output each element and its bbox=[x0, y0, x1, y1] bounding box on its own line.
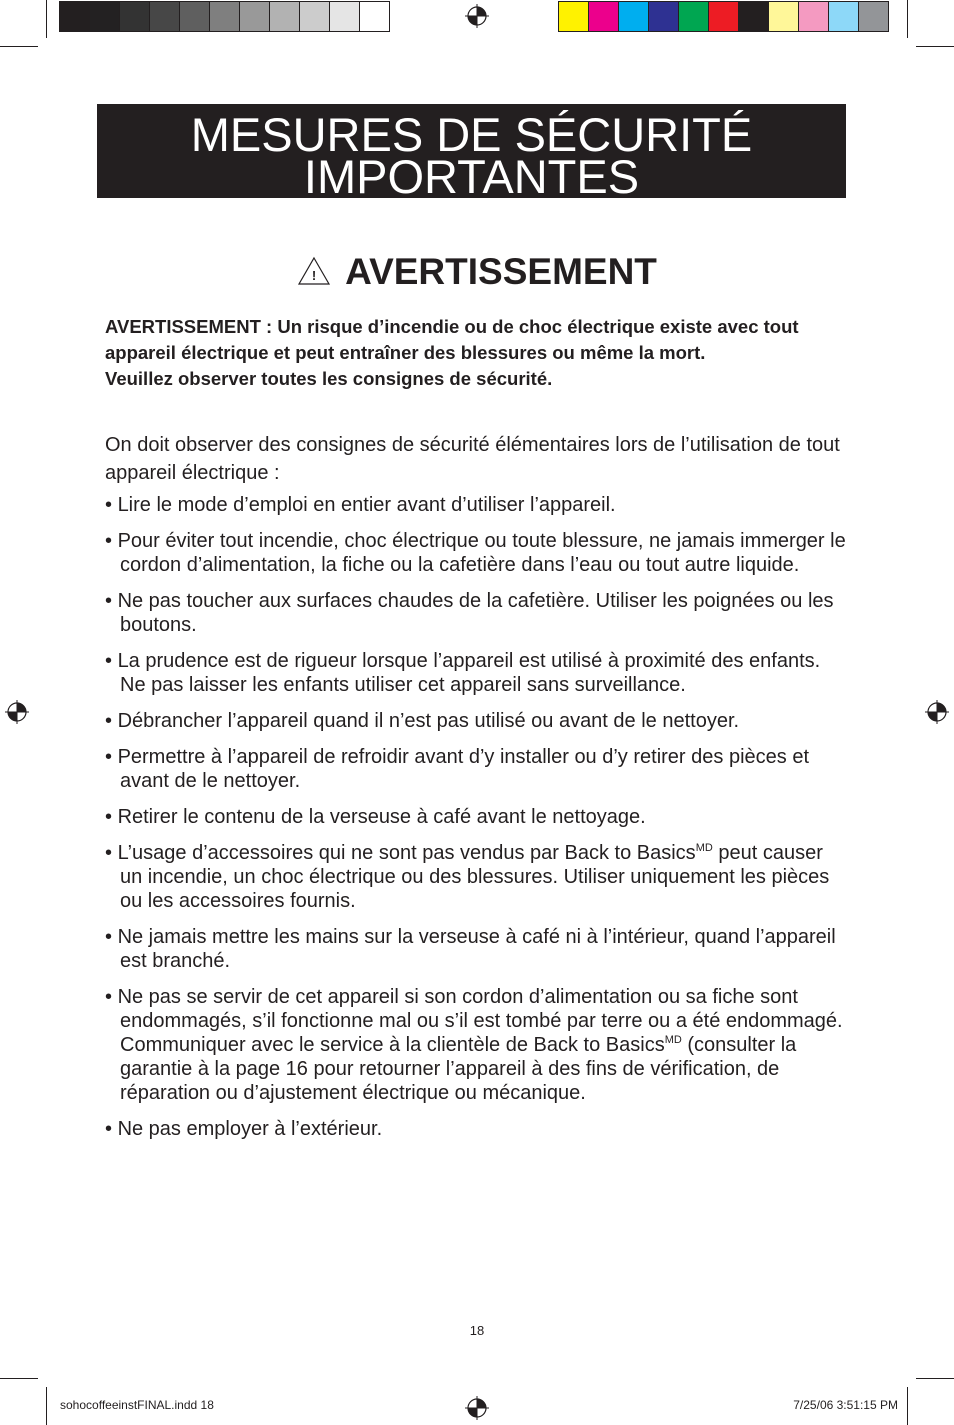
crop-mark bbox=[916, 46, 954, 47]
slug-filename: sohocoffeeinstFINAL.indd 18 bbox=[60, 1398, 214, 1412]
color-swatch bbox=[59, 1, 90, 32]
color-swatch bbox=[150, 1, 180, 32]
trademark-superscript: MD bbox=[664, 1034, 682, 1046]
warning-triangle-icon bbox=[297, 256, 331, 286]
color-swatch bbox=[589, 1, 619, 32]
list-item: • Permettre à l’appareil de refroidir avant d’y installer ou d’y retirer des pièces et avant de le nettoyer. bbox=[105, 745, 850, 793]
color-swatch bbox=[240, 1, 270, 32]
color-swatch bbox=[859, 1, 889, 32]
intro-paragraph: On doit observer des consignes de sécurité élémentaires lors de l’utilisation de tout appareil électrique : bbox=[105, 434, 840, 484]
warning-statement-text: AVERTISSEMENT : Un risque d’incendie ou de choc électrique existe avec tout appareil électrique et peut entraîner des blessures ou même la mort. bbox=[105, 316, 799, 363]
color-swatch bbox=[829, 1, 859, 32]
warning-statement bbox=[105, 314, 850, 392]
list-item-text: L’usage d’accessoires qui ne sont pas vendus par Back to Basics bbox=[117, 842, 696, 864]
registration-mark-icon bbox=[925, 700, 949, 724]
list-item-text: (consulter la garantie à la page 16 pour retourner l’appareil à des fins de vérification, de réparation ou d’ajustement électrique ou mécanique. bbox=[120, 1034, 797, 1104]
warning-statement-instruction: Veuillez observer toutes les consignes de sécurité. bbox=[105, 368, 553, 389]
title-line-1: MESURES DE SÉCURITÉ bbox=[190, 108, 753, 161]
color-swatch bbox=[330, 1, 360, 32]
color-swatch bbox=[649, 1, 679, 32]
color-swatch bbox=[120, 1, 150, 32]
list-item-text: peut causer un incendie, un choc électrique ou des blessures. Utiliser uniquement les pièces ou les accessoires fournis. bbox=[120, 842, 830, 912]
color-swatch bbox=[709, 1, 739, 32]
color-swatch bbox=[769, 1, 799, 32]
color-swatch bbox=[270, 1, 300, 32]
registration-mark-icon bbox=[5, 700, 29, 724]
color-swatch bbox=[799, 1, 829, 32]
crop-mark bbox=[916, 1378, 954, 1379]
slug-timestamp: 7/25/06 3:51:15 PM bbox=[793, 1398, 898, 1412]
crop-mark bbox=[0, 46, 38, 47]
list-item: • Ne pas employer à l’extérieur. bbox=[105, 1117, 850, 1141]
color-swatch bbox=[300, 1, 330, 32]
warning-heading bbox=[0, 250, 954, 294]
color-swatch bbox=[210, 1, 240, 32]
crop-mark bbox=[46, 1387, 47, 1425]
list-item: • Lire le mode d’emploi en entier avant d’utiliser l’appareil. bbox=[105, 493, 850, 517]
color-swatch bbox=[360, 1, 390, 32]
color-swatch bbox=[90, 1, 120, 32]
svg-text:!: ! bbox=[311, 268, 317, 283]
color-swatch bbox=[679, 1, 709, 32]
crop-mark bbox=[0, 1378, 38, 1379]
page-number: 18 bbox=[469, 1323, 485, 1338]
color-swatch bbox=[558, 1, 589, 32]
cmyk-color-bar bbox=[558, 1, 889, 32]
color-swatch bbox=[180, 1, 210, 32]
list-item: • Ne pas toucher aux surfaces chaudes de la cafetière. Utiliser les poignées ou les boutons. bbox=[105, 589, 850, 637]
list-item: • Retirer le contenu de la verseuse à café avant le nettoyage. bbox=[105, 805, 850, 829]
crop-mark bbox=[46, 0, 47, 38]
safety-list bbox=[105, 493, 850, 1153]
registration-mark-icon bbox=[465, 1396, 489, 1420]
list-item: • Ne jamais mettre les mains sur la verseuse à café ni à l’intérieur, quand l’appareil est branché. bbox=[105, 925, 850, 973]
registration-mark-icon bbox=[465, 4, 489, 28]
crop-mark bbox=[907, 1387, 908, 1425]
list-item: • Débrancher l’appareil quand il n’est pas utilisé ou avant de le nettoyer. bbox=[105, 709, 850, 733]
page-title bbox=[97, 104, 846, 203]
crop-mark bbox=[907, 0, 908, 38]
list-item: • La prudence est de rigueur lorsque l’appareil est utilisé à proximité des enfants. Ne pas laisser les enfants utiliser cet appareil sans surveillance. bbox=[105, 649, 850, 697]
color-swatch bbox=[619, 1, 649, 32]
list-item bbox=[105, 985, 850, 1105]
list-item: • Pour éviter tout incendie, choc électrique ou toute blessure, ne jamais immerger le cordon d’alimentation, la fiche ou la cafetière dans l’eau ou tout autre liquide. bbox=[105, 529, 850, 577]
list-item-text: Ne pas se servir de cet appareil si son cordon d’alimentation ou sa fiche sont endommagés, s’il fonctionne mal ou s’il est tombé par terre ou a été endommagé. Communiquer avec le service à la clientèle de Back to Basics bbox=[117, 986, 843, 1056]
color-swatch bbox=[739, 1, 769, 32]
warning-heading-text: AVERTISSEMENT bbox=[345, 251, 657, 292]
trademark-superscript: MD bbox=[695, 842, 713, 854]
list-item bbox=[105, 841, 850, 913]
grayscale-color-bar bbox=[59, 1, 390, 32]
title-line-2: IMPORTANTES bbox=[303, 150, 640, 203]
